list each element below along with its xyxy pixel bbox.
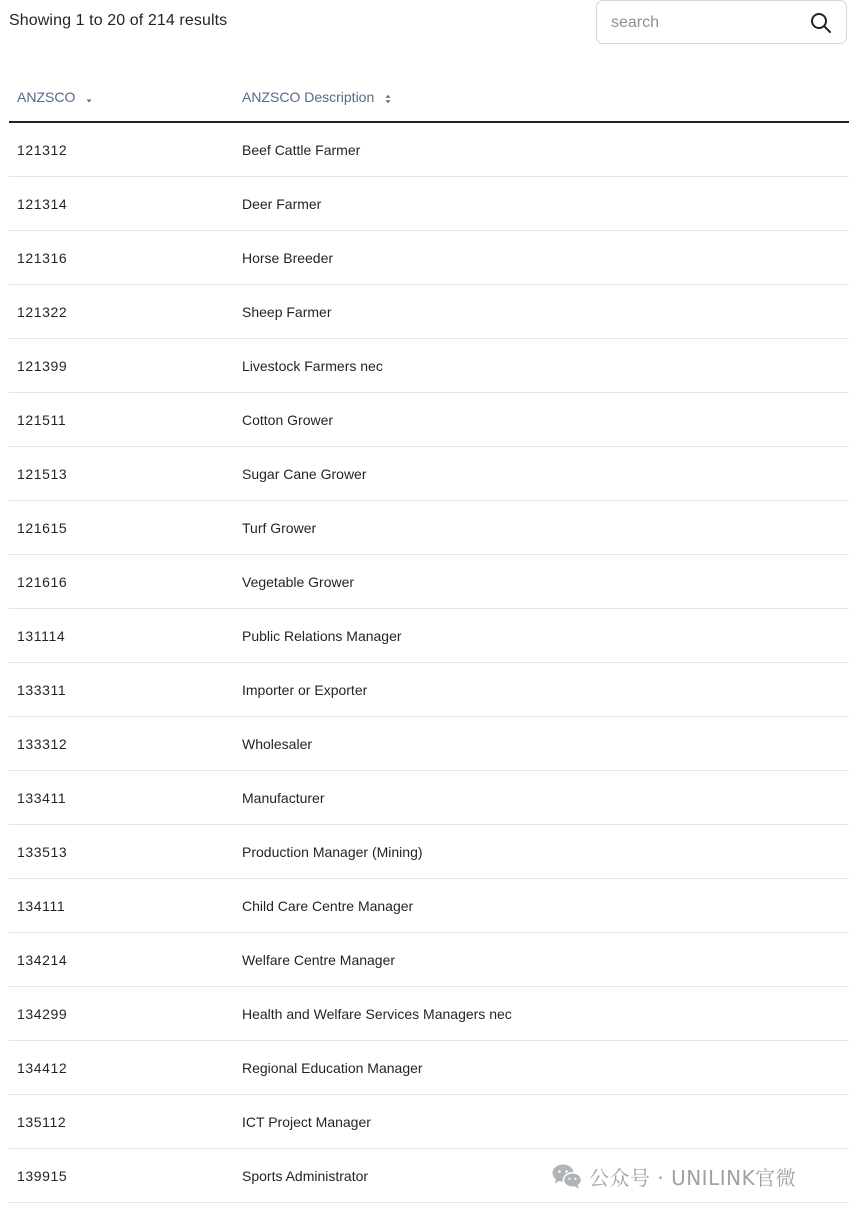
cell-anzsco-code: 139915	[17, 1168, 68, 1184]
cell-anzsco-description: Sugar Cane Grower	[242, 466, 367, 482]
results-table	[9, 70, 849, 1203]
search-input[interactable]	[611, 11, 796, 35]
column-header-label: ANZSCO Description	[242, 89, 375, 105]
cell-anzsco-description: Livestock Farmers nec	[242, 358, 383, 374]
table-body	[9, 123, 849, 1203]
table-row[interactable]	[9, 1095, 849, 1149]
cell-anzsco-description: Sheep Farmer	[242, 304, 332, 320]
cell-anzsco-code: 121615	[17, 520, 68, 536]
cell-anzsco-code: 121312	[17, 142, 68, 158]
table-row[interactable]	[9, 717, 849, 771]
table-row[interactable]	[9, 825, 849, 879]
table-row[interactable]	[9, 663, 849, 717]
sort-desc-icon	[85, 92, 93, 104]
cell-anzsco-description: ICT Project Manager	[242, 1114, 371, 1130]
cell-anzsco-code: 133411	[17, 790, 67, 806]
cell-anzsco-description: Turf Grower	[242, 520, 317, 536]
cell-anzsco-description: Beef Cattle Farmer	[242, 142, 361, 158]
table-row[interactable]	[9, 393, 849, 447]
table-header	[9, 70, 849, 123]
column-header-label: ANZSCO	[17, 89, 76, 105]
cell-anzsco-description: Sports Administrator	[242, 1168, 369, 1184]
watermark-text: 公众号 · UNILINK官微	[589, 1165, 797, 1190]
table-row[interactable]	[9, 177, 849, 231]
cell-anzsco-description: Horse Breeder	[242, 250, 334, 266]
cell-anzsco-code: 134111	[17, 898, 66, 914]
cell-anzsco-description: Manufacturer	[242, 790, 325, 806]
watermark	[551, 1160, 796, 1192]
cell-anzsco-description: Regional Education Manager	[242, 1060, 423, 1076]
cell-anzsco-code: 135112	[17, 1114, 67, 1130]
table-row[interactable]	[9, 987, 849, 1041]
cell-anzsco-description: Health and Welfare Services Managers nec	[242, 1006, 512, 1022]
table-row[interactable]	[9, 339, 849, 393]
search-box	[596, 0, 847, 44]
table-row[interactable]	[9, 555, 849, 609]
cell-anzsco-code: 121399	[17, 358, 68, 374]
cell-anzsco-code: 121314	[17, 196, 68, 212]
cell-anzsco-description: Public Relations Manager	[242, 628, 402, 644]
cell-anzsco-description: Cotton Grower	[242, 412, 334, 428]
cell-anzsco-code: 121513	[17, 466, 68, 482]
column-header-description[interactable]	[242, 89, 392, 105]
results-summary: Showing 1 to 20 of 214 results	[9, 12, 228, 29]
cell-anzsco-description: Vegetable Grower	[242, 574, 355, 590]
table-row[interactable]	[9, 1041, 849, 1095]
table-row[interactable]	[9, 231, 849, 285]
cell-anzsco-code: 134214	[17, 952, 68, 968]
cell-anzsco-code: 121316	[17, 250, 68, 266]
table-row[interactable]	[9, 771, 849, 825]
cell-anzsco-code: 133311	[17, 682, 67, 698]
table-row[interactable]	[9, 933, 849, 987]
cell-anzsco-code: 121511	[17, 412, 67, 428]
cell-anzsco-code: 121322	[17, 304, 68, 320]
cell-anzsco-description: Importer or Exporter	[242, 682, 368, 698]
table-row[interactable]	[9, 285, 849, 339]
cell-anzsco-code: 131114	[17, 628, 66, 644]
cell-anzsco-code: 121616	[17, 574, 68, 590]
cell-anzsco-code: 133312	[17, 736, 68, 752]
table-row[interactable]	[9, 123, 849, 177]
cell-anzsco-description: Deer Farmer	[242, 196, 322, 212]
cell-anzsco-code: 134299	[17, 1006, 68, 1022]
table-row[interactable]	[9, 501, 849, 555]
table-row[interactable]	[9, 609, 849, 663]
cell-anzsco-code: 133513	[17, 844, 68, 860]
cell-anzsco-description: Wholesaler	[242, 736, 313, 752]
cell-anzsco-description: Production Manager (Mining)	[242, 844, 423, 860]
search-icon[interactable]	[809, 11, 833, 35]
column-header-anzsco[interactable]	[17, 89, 93, 105]
cell-anzsco-code: 134412	[17, 1060, 68, 1076]
cell-anzsco-description: Welfare Centre Manager	[242, 952, 396, 968]
wechat-icon	[551, 1162, 583, 1190]
table-row[interactable]	[9, 447, 849, 501]
sort-both-icon	[384, 92, 392, 104]
table-row[interactable]	[9, 879, 849, 933]
cell-anzsco-description: Child Care Centre Manager	[242, 898, 414, 914]
